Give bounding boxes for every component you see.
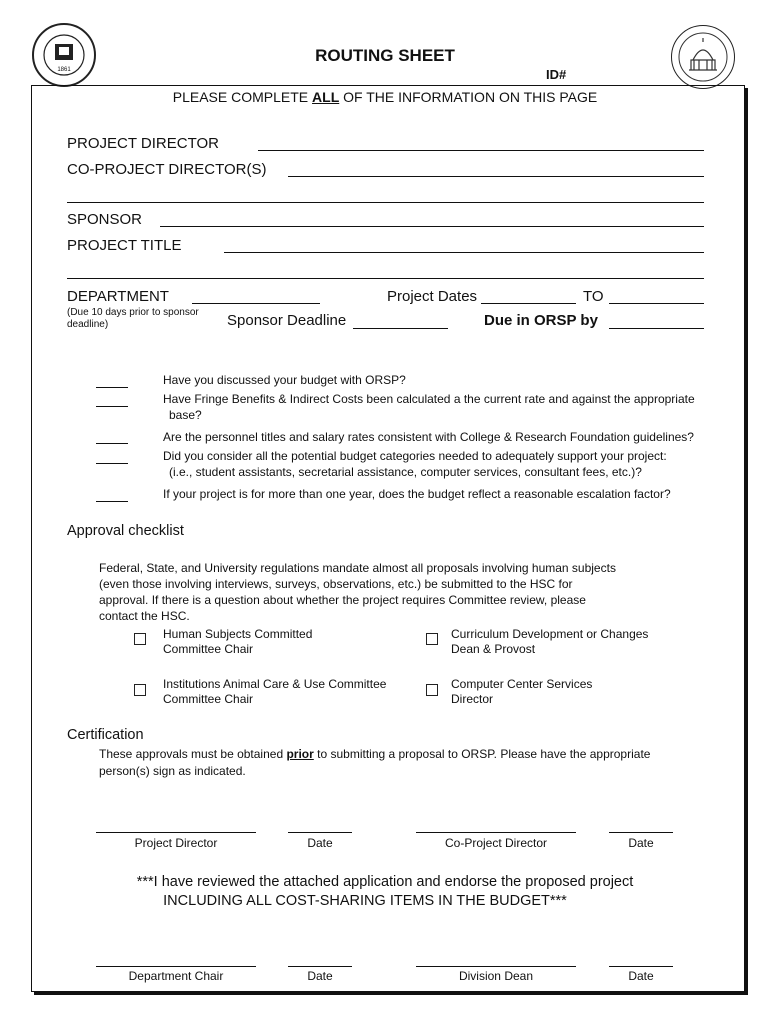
project-title-label: PROJECT TITLE — [67, 237, 182, 254]
due-in-orsp-label: Due in ORSP by — [484, 312, 598, 329]
due-note: (Due 10 days prior to sponsor deadline) — [67, 307, 199, 330]
instruction-line — [0, 89, 770, 105]
certification-text-pre: These approvals must be obtained — [99, 747, 287, 761]
department-chair-signature-line[interactable] — [96, 966, 256, 967]
page-title: ROUTING SHEET — [315, 46, 455, 65]
budget-question: Did you consider all the potential budget categories needed to adequately support your project: — [163, 449, 667, 463]
project-director-date-line[interactable] — [288, 832, 352, 833]
sponsor-deadline-label: Sponsor Deadline — [227, 312, 347, 329]
budget-question: base? — [169, 408, 202, 422]
project-dates-end-field[interactable] — [609, 303, 704, 304]
animal-care-checkbox[interactable] — [134, 684, 146, 696]
budget-q4-answer[interactable] — [96, 463, 128, 464]
approval-paragraph-line: Federal, State, and University regulations mandate almost all proposals involving human subjects — [99, 561, 616, 575]
budget-question: (i.e., student assistants, secretarial assistance, computer services, consultant fees, etc.)? — [169, 465, 642, 479]
certification-heading: Certification — [67, 727, 144, 743]
project-dates-label: Project Dates — [387, 288, 478, 305]
department-field[interactable] — [192, 303, 320, 304]
certification-text-bold: prior — [286, 747, 314, 761]
seal-year: 1861 — [57, 67, 71, 73]
approval-paragraph-line: (even those involving interviews, surveys, observations, etc.) be submitted to the HSC for — [99, 577, 573, 591]
endorsement-line2: INCLUDING ALL COST-SHARING ITEMS IN THE BUDGET*** — [163, 893, 567, 909]
approval-paragraph-line: contact the HSC. — [99, 609, 190, 623]
co-project-director-date-line[interactable] — [609, 832, 673, 833]
budget-q1-answer[interactable] — [96, 387, 128, 388]
signature-label: Division Dean — [458, 969, 534, 983]
approval-item-label: Human Subjects Committed — [163, 627, 313, 641]
budget-q5-answer[interactable] — [96, 501, 128, 502]
due-in-orsp-field[interactable] — [609, 328, 704, 329]
budget-question: Are the personnel titles and salary rates consistent with College & Research Foundation guidelines? — [163, 430, 694, 444]
certification-text — [99, 746, 650, 762]
department-label: DEPARTMENT — [67, 288, 169, 305]
instruction-bold: ALL — [312, 89, 340, 105]
endorsement-line1: ***I have reviewed the attached application and endorse the proposed project — [136, 874, 634, 890]
approval-item-sublabel: Committee Chair — [163, 692, 254, 706]
budget-question: Have Fringe Benefits & Indirect Costs been calculated a the current rate and against the appropriate — [163, 392, 695, 406]
computer-center-checkbox[interactable] — [426, 684, 438, 696]
certification-text-post: to submitting a proposal to ORSP. Please have the appropriate — [313, 747, 651, 761]
signature-label: Project Director — [134, 836, 218, 850]
to-label: TO — [583, 288, 604, 305]
date-label: Date — [307, 836, 333, 850]
approval-item-sublabel: Dean & Provost — [451, 642, 536, 656]
curriculum-checkbox[interactable] — [426, 633, 438, 645]
co-project-director-field-2[interactable] — [67, 202, 704, 203]
division-dean-signature-line[interactable] — [416, 966, 576, 967]
budget-question: Have you discussed your budget with ORSP? — [163, 373, 406, 387]
id-label: ID# — [546, 67, 567, 82]
approval-paragraph-line: approval. If there is a question about whether the project requires Committee review, please — [99, 593, 586, 607]
approval-item-sublabel: Director — [451, 692, 494, 706]
approval-item-label: Institutions Animal Care & Use Committee — [163, 677, 387, 691]
project-director-signature-line[interactable] — [96, 832, 256, 833]
signature-label: Department Chair — [128, 969, 224, 983]
co-project-director-field[interactable] — [288, 176, 704, 177]
budget-question: If your project is for more than one year, does the budget reflect a reasonable escalation factor? — [163, 487, 671, 501]
project-director-field[interactable] — [258, 150, 704, 151]
signature-label: Co-Project Director — [444, 836, 548, 850]
approval-item-sublabel: Committee Chair — [163, 642, 254, 656]
date-label: Date — [628, 836, 654, 850]
budget-q3-answer[interactable] — [96, 443, 128, 444]
date-label: Date — [307, 969, 333, 983]
sponsor-field[interactable] — [160, 226, 704, 227]
department-chair-date-line[interactable] — [288, 966, 352, 967]
date-label: Date — [628, 969, 654, 983]
instruction-post: OF THE INFORMATION ON THIS PAGE — [339, 89, 598, 105]
project-title-field-2[interactable] — [67, 278, 704, 279]
sponsor-deadline-field[interactable] — [353, 328, 448, 329]
co-project-director-signature-line[interactable] — [416, 832, 576, 833]
certification-text-line2: person(s) sign as indicated. — [99, 764, 246, 778]
instruction-pre: PLEASE COMPLETE — [172, 89, 313, 105]
project-title-field[interactable] — [224, 252, 704, 253]
approval-item-label: Computer Center Services — [451, 677, 593, 691]
approval-heading: Approval checklist — [67, 523, 184, 539]
project-dates-start-field[interactable] — [481, 303, 576, 304]
division-dean-date-line[interactable] — [609, 966, 673, 967]
human-subjects-checkbox[interactable] — [134, 633, 146, 645]
budget-q2-answer[interactable] — [96, 406, 128, 407]
co-project-director-label: CO-PROJECT DIRECTOR(S) — [67, 161, 267, 178]
sponsor-label: SPONSOR — [67, 211, 143, 228]
project-director-label: PROJECT DIRECTOR — [67, 135, 219, 152]
approval-item-label: Curriculum Development or Changes — [451, 627, 649, 641]
